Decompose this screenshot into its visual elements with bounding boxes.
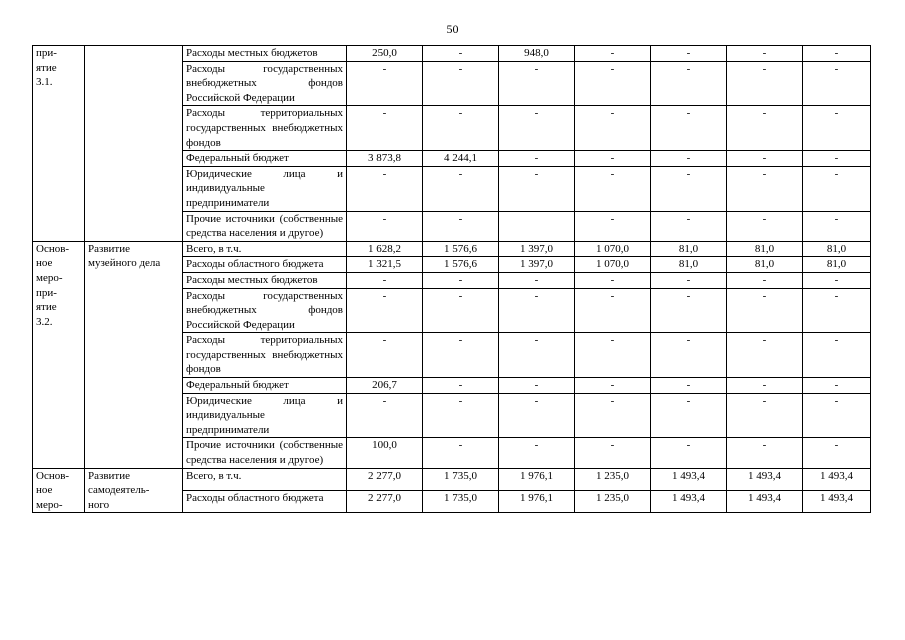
amount-cell: - bbox=[499, 438, 575, 468]
amount-cell: 1 493,4 bbox=[651, 491, 727, 513]
amount-cell bbox=[499, 211, 575, 241]
amount-cell: - bbox=[803, 46, 871, 62]
amount-cell: - bbox=[651, 211, 727, 241]
amount-cell: - bbox=[651, 378, 727, 394]
amount-cell: 2 277,0 bbox=[347, 468, 423, 490]
amount-cell: 1 628,2 bbox=[347, 241, 423, 257]
table-row bbox=[33, 468, 871, 490]
measure-code-line: ное bbox=[36, 257, 53, 270]
amount-cell: - bbox=[651, 166, 727, 211]
budget-table bbox=[32, 45, 871, 513]
amount-cell: - bbox=[423, 333, 499, 378]
amount-cell: - bbox=[727, 272, 803, 288]
amount-cell: - bbox=[803, 393, 871, 438]
amount-cell: - bbox=[727, 46, 803, 62]
amount-cell: - bbox=[423, 61, 499, 106]
funding-source-cell: Федеральный бюджет bbox=[183, 378, 347, 394]
amount-cell: - bbox=[803, 272, 871, 288]
funding-source-cell: Всего, в т.ч. bbox=[183, 241, 347, 257]
amount-cell: - bbox=[651, 288, 727, 333]
amount-cell: - bbox=[727, 61, 803, 106]
amount-cell: - bbox=[575, 393, 651, 438]
amount-cell: 1 493,4 bbox=[803, 468, 871, 490]
measure-code-line: при- bbox=[36, 286, 57, 299]
measure-code-line: Основ- bbox=[36, 469, 70, 482]
measure-name-line: Развитие bbox=[88, 242, 131, 255]
amount-cell: - bbox=[423, 288, 499, 333]
amount-cell: - bbox=[423, 393, 499, 438]
amount-cell: - bbox=[803, 288, 871, 333]
measure-code-line: меро- bbox=[36, 498, 63, 511]
amount-cell: - bbox=[499, 151, 575, 167]
amount-cell: - bbox=[575, 106, 651, 151]
amount-cell: - bbox=[347, 166, 423, 211]
measure-code-line: при- bbox=[36, 47, 57, 59]
amount-cell: - bbox=[803, 106, 871, 151]
funding-source-cell: Федеральный бюджет bbox=[183, 151, 347, 167]
amount-cell: - bbox=[651, 393, 727, 438]
amount-cell: - bbox=[727, 106, 803, 151]
amount-cell: - bbox=[803, 61, 871, 106]
amount-cell: - bbox=[575, 211, 651, 241]
amount-cell: 1 735,0 bbox=[423, 468, 499, 490]
amount-cell: - bbox=[499, 378, 575, 394]
amount-cell: - bbox=[803, 333, 871, 378]
amount-cell: - bbox=[727, 393, 803, 438]
amount-cell: - bbox=[499, 272, 575, 288]
amount-cell: 1 070,0 bbox=[575, 241, 651, 257]
table-row bbox=[33, 46, 871, 62]
amount-cell: 81,0 bbox=[727, 257, 803, 273]
amount-cell: - bbox=[575, 288, 651, 333]
amount-cell: - bbox=[651, 61, 727, 106]
amount-cell: - bbox=[727, 378, 803, 394]
amount-cell: - bbox=[727, 151, 803, 167]
amount-cell: - bbox=[499, 333, 575, 378]
amount-cell: - bbox=[423, 272, 499, 288]
amount-cell: 250,0 bbox=[347, 46, 423, 62]
amount-cell: 2 277,0 bbox=[347, 491, 423, 513]
measure-code-line: ное bbox=[36, 484, 53, 497]
funding-source-cell: Расходы территориальных государственных внебюджетных фондов bbox=[183, 106, 347, 151]
amount-cell: - bbox=[727, 211, 803, 241]
amount-cell: 1 321,5 bbox=[347, 257, 423, 273]
amount-cell: 1 976,1 bbox=[499, 468, 575, 490]
amount-cell: 1 493,4 bbox=[727, 491, 803, 513]
measure-code-line: ятие bbox=[36, 301, 57, 314]
amount-cell: - bbox=[575, 46, 651, 62]
amount-cell: - bbox=[499, 393, 575, 438]
amount-cell: 948,0 bbox=[499, 46, 575, 62]
measure-code-line: ятие bbox=[36, 61, 57, 74]
amount-cell: - bbox=[727, 288, 803, 333]
amount-cell: - bbox=[575, 438, 651, 468]
amount-cell: 1 735,0 bbox=[423, 491, 499, 513]
table-row bbox=[33, 241, 871, 257]
amount-cell: - bbox=[575, 166, 651, 211]
amount-cell: 1 235,0 bbox=[575, 491, 651, 513]
measure-code-cell bbox=[33, 468, 85, 513]
measure-code-line: Основ- bbox=[36, 242, 70, 255]
amount-cell: - bbox=[651, 272, 727, 288]
amount-cell: - bbox=[803, 151, 871, 167]
amount-cell: - bbox=[347, 333, 423, 378]
amount-cell: - bbox=[499, 61, 575, 106]
funding-source-cell: Расходы местных бюджетов bbox=[183, 46, 347, 62]
funding-source-cell: Расходы областного бюджета bbox=[183, 491, 347, 513]
funding-source-cell: Расходы областного бюджета bbox=[183, 257, 347, 273]
amount-cell: - bbox=[803, 211, 871, 241]
funding-source-cell: Юридические лица и индивидуальные предприниматели bbox=[183, 393, 347, 438]
amount-cell: - bbox=[575, 378, 651, 394]
amount-cell: 1 576,6 bbox=[423, 241, 499, 257]
measure-name-line: музейного дела bbox=[88, 257, 161, 270]
amount-cell: 1 397,0 bbox=[499, 257, 575, 273]
amount-cell: 1 070,0 bbox=[575, 257, 651, 273]
funding-source-cell: Расходы территориальных государственных внебюджетных фондов bbox=[183, 333, 347, 378]
amount-cell: - bbox=[423, 378, 499, 394]
amount-cell: - bbox=[651, 151, 727, 167]
amount-cell: - bbox=[803, 166, 871, 211]
amount-cell: - bbox=[499, 288, 575, 333]
funding-source-cell: Прочие источники (собственные средства населения и другое) bbox=[183, 438, 347, 468]
amount-cell: 1 235,0 bbox=[575, 468, 651, 490]
amount-cell: 81,0 bbox=[803, 241, 871, 257]
amount-cell: 81,0 bbox=[803, 257, 871, 273]
amount-cell: - bbox=[575, 272, 651, 288]
amount-cell: - bbox=[575, 151, 651, 167]
amount-cell: - bbox=[347, 211, 423, 241]
amount-cell: - bbox=[347, 393, 423, 438]
measure-code-cell bbox=[33, 241, 85, 468]
amount-cell: 1 493,4 bbox=[803, 491, 871, 513]
amount-cell: - bbox=[727, 438, 803, 468]
funding-source-cell: Расходы государственных внебюджетных фондов Российской Федерации bbox=[183, 61, 347, 106]
amount-cell: 81,0 bbox=[651, 241, 727, 257]
measure-name-cell bbox=[85, 46, 183, 242]
funding-source-cell: Расходы местных бюджетов bbox=[183, 272, 347, 288]
amount-cell: - bbox=[423, 438, 499, 468]
amount-cell: - bbox=[423, 46, 499, 62]
amount-cell: - bbox=[727, 166, 803, 211]
measure-name-line: Развитие bbox=[88, 469, 131, 482]
amount-cell: 1 976,1 bbox=[499, 491, 575, 513]
measure-code-cell bbox=[33, 46, 85, 242]
amount-cell: - bbox=[727, 333, 803, 378]
amount-cell: 4 244,1 bbox=[423, 151, 499, 167]
amount-cell: 1 576,6 bbox=[423, 257, 499, 273]
measure-code-line: 3.1. bbox=[36, 76, 53, 89]
amount-cell: - bbox=[347, 106, 423, 151]
measure-name-cell bbox=[85, 241, 183, 468]
amount-cell: 1 493,4 bbox=[727, 468, 803, 490]
measure-code-line: 3.2. bbox=[36, 315, 53, 328]
amount-cell: - bbox=[499, 166, 575, 211]
amount-cell: 1 397,0 bbox=[499, 241, 575, 257]
measure-name-line: ного bbox=[88, 498, 110, 511]
amount-cell: - bbox=[499, 106, 575, 151]
funding-source-cell: Прочие источники (собственные средства населения и другое) bbox=[183, 211, 347, 241]
amount-cell: - bbox=[803, 438, 871, 468]
measure-name-line: самодеятель- bbox=[88, 484, 150, 497]
page-number: 50 bbox=[446, 22, 459, 36]
amount-cell: - bbox=[347, 288, 423, 333]
amount-cell: 206,7 bbox=[347, 378, 423, 394]
amount-cell: - bbox=[575, 333, 651, 378]
funding-source-cell: Расходы государственных внебюджетных фондов Российской Федерации bbox=[183, 288, 347, 333]
amount-cell: - bbox=[347, 61, 423, 106]
amount-cell: 81,0 bbox=[651, 257, 727, 273]
amount-cell: - bbox=[651, 106, 727, 151]
amount-cell: - bbox=[347, 272, 423, 288]
amount-cell: 81,0 bbox=[727, 241, 803, 257]
measure-code-line: меро- bbox=[36, 271, 63, 284]
amount-cell: - bbox=[423, 166, 499, 211]
amount-cell: 3 873,8 bbox=[347, 151, 423, 167]
amount-cell: - bbox=[651, 438, 727, 468]
amount-cell: 100,0 bbox=[347, 438, 423, 468]
amount-cell: - bbox=[423, 211, 499, 241]
amount-cell: - bbox=[651, 333, 727, 378]
amount-cell: - bbox=[423, 106, 499, 151]
amount-cell: 1 493,4 bbox=[651, 468, 727, 490]
amount-cell: - bbox=[803, 378, 871, 394]
amount-cell: - bbox=[575, 61, 651, 106]
funding-source-cell: Всего, в т.ч. bbox=[183, 468, 347, 490]
funding-source-cell: Юридические лица и индивидуальные предприниматели bbox=[183, 166, 347, 211]
measure-name-cell bbox=[85, 468, 183, 513]
amount-cell: - bbox=[651, 46, 727, 62]
